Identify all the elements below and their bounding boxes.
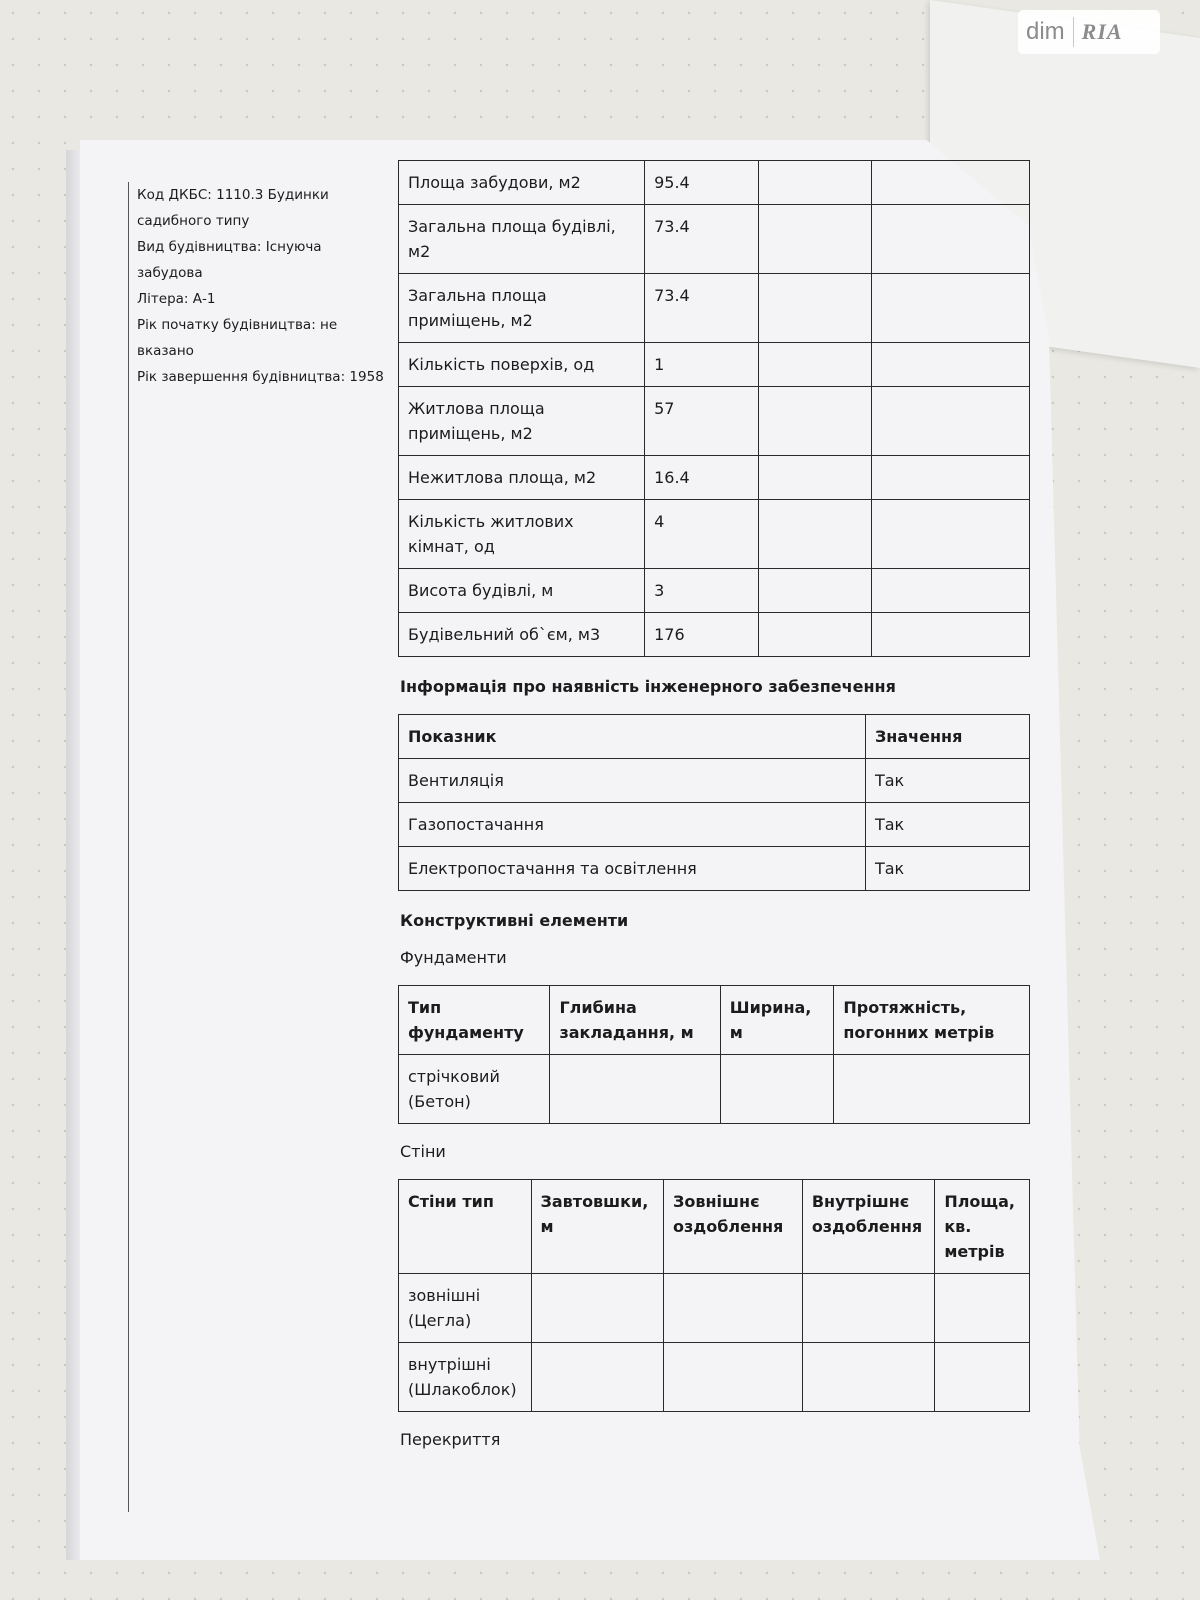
table-cell bbox=[872, 456, 1030, 500]
watermark-divider bbox=[1073, 17, 1074, 47]
table-cell bbox=[758, 569, 872, 613]
parameter-row bbox=[399, 456, 1030, 500]
table-cell bbox=[935, 1274, 1030, 1343]
table-cell: Загальна площа будівлі, м2 bbox=[399, 205, 645, 274]
table-cell: Площа забудови, м2 bbox=[399, 161, 645, 205]
table-cell: 57 bbox=[645, 387, 759, 456]
page-edge bbox=[66, 150, 82, 1560]
meta-line: садибного типу bbox=[137, 213, 250, 229]
table-cell: Так bbox=[865, 803, 1029, 847]
table-cell bbox=[872, 613, 1030, 657]
walls-header: Стіни тип bbox=[399, 1180, 532, 1274]
table-cell: 3 bbox=[645, 569, 759, 613]
table-cell: Газопостачання bbox=[399, 803, 866, 847]
table-cell: 1 bbox=[645, 343, 759, 387]
foundations-header: Тип фундаменту bbox=[399, 986, 550, 1055]
building-meta-column bbox=[128, 182, 390, 1512]
table-cell bbox=[758, 161, 872, 205]
table-cell bbox=[758, 613, 872, 657]
table-cell bbox=[802, 1343, 935, 1412]
parameter-row bbox=[399, 205, 1030, 274]
table-cell: 73.4 bbox=[645, 274, 759, 343]
parameters-table bbox=[398, 160, 1030, 657]
foundation-row bbox=[399, 1055, 1030, 1124]
meta-line: Вид будівництва: Існуюча bbox=[137, 239, 322, 255]
table-cell bbox=[758, 274, 872, 343]
table-cell bbox=[872, 161, 1030, 205]
foundations-header: Протяжність, погонних метрів bbox=[834, 986, 1030, 1055]
walls-header: Внутрішнє оздоблення bbox=[802, 1180, 935, 1274]
table-cell: Кількість поверхів, од bbox=[399, 343, 645, 387]
parameter-row bbox=[399, 613, 1030, 657]
table-cell: Кількість житлових кімнат, од bbox=[399, 500, 645, 569]
table-cell: Вентиляція bbox=[399, 759, 866, 803]
table-cell bbox=[550, 1055, 720, 1124]
table-cell: 176 bbox=[645, 613, 759, 657]
table-cell bbox=[872, 569, 1030, 613]
table-cell: 4 bbox=[645, 500, 759, 569]
dimria-watermark bbox=[1018, 10, 1160, 54]
table-cell: внутрішні (Шлакоблок) bbox=[399, 1343, 532, 1412]
meta-line: Рік початку будівництва: не bbox=[137, 317, 338, 333]
table-cell bbox=[872, 205, 1030, 274]
table-cell bbox=[664, 1343, 803, 1412]
table-cell bbox=[935, 1343, 1030, 1412]
foundations-table bbox=[398, 985, 1030, 1124]
table-cell: стрічковий (Бетон) bbox=[399, 1055, 550, 1124]
table-cell: Так bbox=[865, 759, 1029, 803]
watermark-dim-text: dim bbox=[1026, 18, 1065, 45]
table-cell bbox=[758, 456, 872, 500]
engineering-title: Інформація про наявність інженерного забезпечення bbox=[400, 677, 896, 696]
walls-title: Стіни bbox=[400, 1142, 446, 1161]
engineering-table bbox=[398, 714, 1030, 891]
foundations-header: Ширина, м bbox=[720, 986, 834, 1055]
table-cell bbox=[531, 1343, 664, 1412]
walls-header: Зовнішнє оздоблення bbox=[664, 1180, 803, 1274]
walls-header: Площа, кв. метрів bbox=[935, 1180, 1030, 1274]
table-cell: Електропостачання та освітлення bbox=[399, 847, 866, 891]
table-cell bbox=[872, 387, 1030, 456]
table-cell: Будівельний об`єм, м3 bbox=[399, 613, 645, 657]
table-cell: Нежитлова площа, м2 bbox=[399, 456, 645, 500]
parameter-row bbox=[399, 569, 1030, 613]
table-cell bbox=[758, 205, 872, 274]
table-cell bbox=[758, 387, 872, 456]
engineering-header: Показник bbox=[399, 715, 866, 759]
table-cell bbox=[872, 343, 1030, 387]
engineering-row bbox=[399, 847, 1030, 891]
table-cell bbox=[872, 274, 1030, 343]
meta-line: Рік завершення будівництва: 1958 bbox=[137, 369, 384, 385]
table-cell bbox=[872, 500, 1030, 569]
meta-line: забудова bbox=[137, 265, 203, 281]
parameter-row bbox=[399, 343, 1030, 387]
meta-line: Літера: А-1 bbox=[137, 291, 216, 307]
table-cell: 16.4 bbox=[645, 456, 759, 500]
parameter-row bbox=[399, 274, 1030, 343]
table-cell bbox=[664, 1274, 803, 1343]
table-cell: Загальна площа приміщень, м2 bbox=[399, 274, 645, 343]
parameter-row bbox=[399, 161, 1030, 205]
foundations-header: Глибина закладання, м bbox=[550, 986, 720, 1055]
document-content bbox=[398, 160, 1030, 1467]
table-cell bbox=[834, 1055, 1030, 1124]
table-cell: зовнішні (Цегла) bbox=[399, 1274, 532, 1343]
table-cell: Висота будівлі, м bbox=[399, 569, 645, 613]
table-cell bbox=[531, 1274, 664, 1343]
floors-title: Перекриття bbox=[400, 1430, 501, 1449]
wall-row bbox=[399, 1343, 1030, 1412]
engineering-row bbox=[399, 803, 1030, 847]
parameter-row bbox=[399, 500, 1030, 569]
table-cell bbox=[720, 1055, 834, 1124]
table-cell: Так bbox=[865, 847, 1029, 891]
constructive-title: Конструктивні елементи bbox=[400, 911, 629, 930]
parameter-row bbox=[399, 387, 1030, 456]
table-cell: 95.4 bbox=[645, 161, 759, 205]
watermark-ria-logo: RIA bbox=[1081, 19, 1123, 44]
table-cell bbox=[802, 1274, 935, 1343]
table-cell bbox=[758, 343, 872, 387]
table-cell bbox=[758, 500, 872, 569]
table-cell: Житлова площа приміщень, м2 bbox=[399, 387, 645, 456]
engineering-row bbox=[399, 759, 1030, 803]
wall-row bbox=[399, 1274, 1030, 1343]
meta-line: вказано bbox=[137, 343, 194, 359]
meta-line: Код ДКБС: 1110.3 Будинки bbox=[137, 187, 329, 203]
table-cell: 73.4 bbox=[645, 205, 759, 274]
walls-table bbox=[398, 1179, 1030, 1412]
engineering-header: Значення bbox=[865, 715, 1029, 759]
walls-header: Завтовшки, м bbox=[531, 1180, 664, 1274]
foundations-title: Фундаменти bbox=[400, 948, 507, 967]
